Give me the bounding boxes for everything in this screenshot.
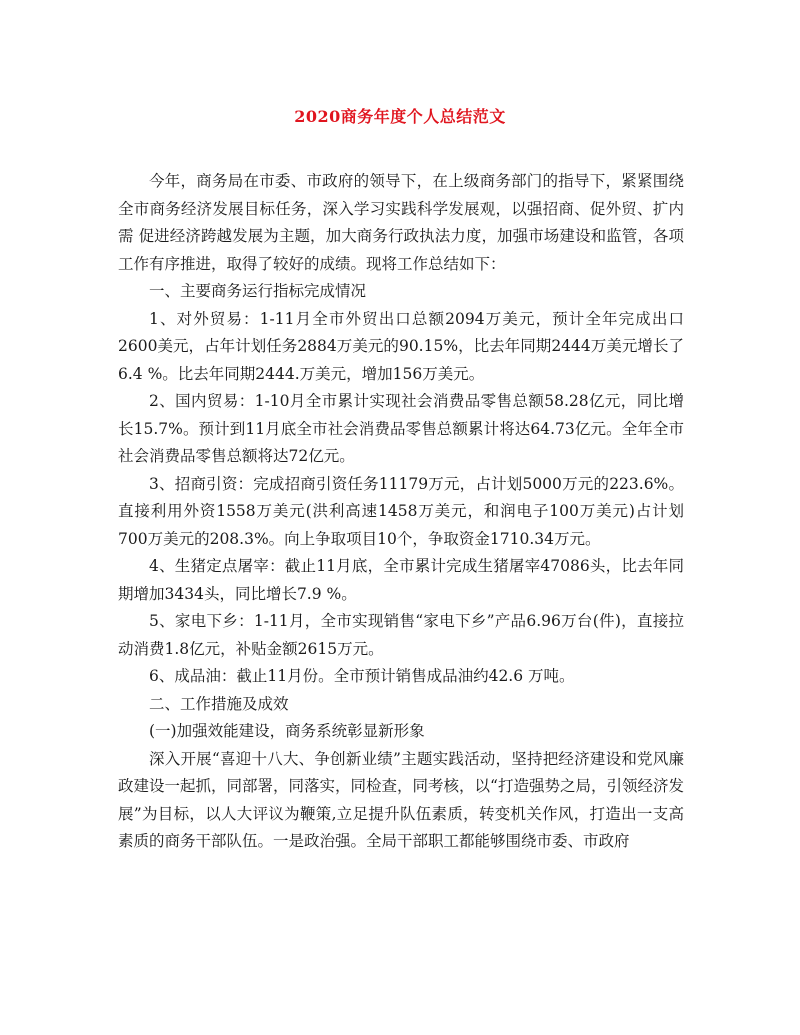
section-heading-2: 二、工作措施及成效 (149, 694, 289, 713)
paragraph-efficiency: 深入开展“喜迎十八大、争创新业绩”主题实践活动，坚持把经济建设和党风廉政建设一起抓，同部署，同落实，同检查，同考核，以“打造强势之局，引领经济发展”为目标，以人大评议为鞭策,立足提升队伍素质，转变机关作风，打造出一支高素质的商务干部队伍。一是政治强。全局干部职工都能够围绕市委、市政府 (118, 749, 684, 850)
document-body (118, 168, 684, 856)
subsection-heading-1: (一)加强效能建设，商务系统彰显新形象 (149, 722, 425, 740)
section-heading-1: 一、主要商务运行指标完成情况 (149, 282, 367, 300)
paragraph-foreign-trade: 1、对外贸易：1-11月全市外贸出口总额2094万美元，预计全年完成出口2600美元，占年计划任务2884万美元的90.15%，比去年同期2444万美元增长了6.4 %。比去年同期2444.万美元，增加156万美元。 (118, 309, 684, 383)
paragraph-appliances: 5、家电下乡：1-11月，全市实现销售“家电下乡”产品6.96万台(件)，直接拉动消费1.8亿元，补贴金额2615万元。 (118, 612, 684, 658)
paragraph-slaughter: 4、生猪定点屠宰：截止11月底，全市累计完成生猪屠宰47086头，比去年同期增加3434头，同比增长7.9 %。 (118, 557, 684, 603)
paragraph-domestic-trade: 2、国内贸易：1-10月全市累计实现社会消费品零售总额58.28亿元，同比增长15.7%。预计到11月底全市社会消费品零售总额累计将达64.73亿元。全年全市社会消费品零售总额将达72亿元。 (118, 392, 684, 465)
paragraph-intro: 今年，商务局在市委、市政府的领导下，在上级商务部门的指导下，紧紧围绕全市商务经济发展目标任务，深入学习实践科学发展观，以强招商、促外贸、扩内需 促进经济跨越发展为主题，加大商务行政执法力度，加强市场建设和监管，各项工作有序推进，取得了较好的成绩。现将工作总结如下： (118, 172, 684, 273)
document-title: 2020商务年度个人总结范文 (294, 107, 506, 126)
paragraph-investment: 3、招商引资：完成招商引资任务11179万元，占计划5000万元的223.6%。直接利用外资1558万美元(洪利高速1458万美元，和润电子100万美元)占计划700万美元的208.3%。向上争取项目10个，争取资金1710.34万元。 (118, 474, 684, 548)
paragraph-oil: 6、成品油：截止11月份。全市预计销售成品油约42.6 万吨。 (149, 667, 575, 685)
